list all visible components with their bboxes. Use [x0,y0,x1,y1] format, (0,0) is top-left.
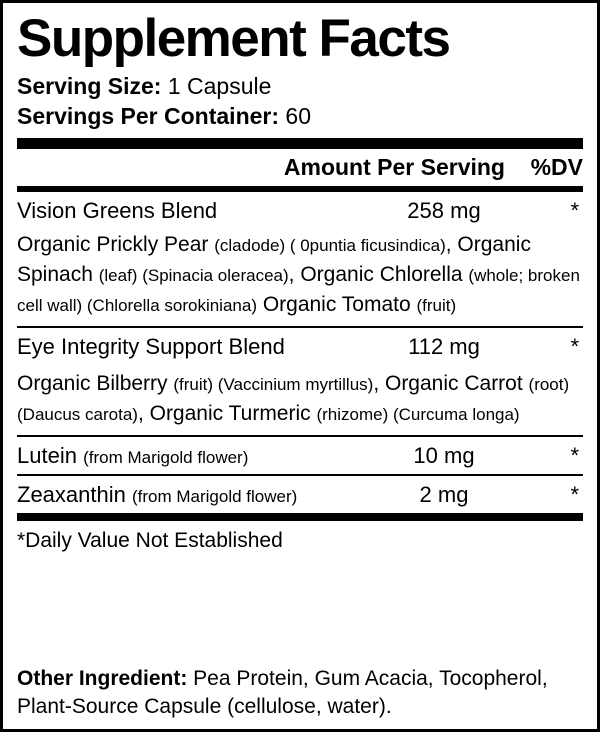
ingredient-name: Organic Prickly Pear [17,233,215,257]
nutrient-name: Zeaxanthin (from Marigold flower) [17,482,298,508]
table-row [17,328,583,365]
ingredient-detail: (cladode) ( 0puntia ficusindica) [214,236,446,256]
ingredient-name: Organic Bilberry [17,371,174,395]
serving-size-line [17,71,583,101]
divider-bottom [17,513,583,521]
serving-size-value: 1 Capsule [167,72,272,99]
nutrient-name-sub: (from Marigold flower) [131,487,298,507]
nutrient-dv: * [570,482,579,508]
nutrient-name: Eye Integrity Support Blend [17,333,285,359]
nutrient-name-sub: (from Marigold flower) [83,448,249,468]
ingredient-name: Organic Tomato [256,292,417,316]
ingredient-name: , Organic Chlorella [288,263,469,287]
nutrient-amount: 2 mg [419,482,469,508]
daily-value-footnote: *Daily Value Not Established [17,529,283,553]
table-header [17,149,583,186]
ingredient-name: , Organic Turmeric [137,401,317,425]
nutrient-amount: 112 mg [408,333,480,359]
ingredient-detail: (leaf) (Spinacia oleracea) [98,266,289,286]
servings-per-container-value: 60 [285,103,312,129]
ingredient-detail: (root) (Daucus carota) [17,374,570,424]
ingredient-detail: (fruit) (Vaccinium myrtillus) [173,374,374,394]
divider-thick-top [17,138,583,149]
other-ingredients [17,665,583,721]
ingredient-detail: (fruit) [416,295,457,315]
servings-per-container-line [17,101,583,131]
ingredient-name: , Organic Spinach [17,233,531,287]
nutrient-amount: 258 mg [407,198,481,224]
column-header-dv: %DV [530,154,583,181]
servings-per-container-label: Servings Per Container: [17,103,280,129]
page-title: Supplement Facts [17,9,450,68]
other-ingredients-value: Pea Protein, Gum Acacia, Tocopherol, Plant-Source Capsule (cellulose, water). [17,667,548,719]
ingredient-name: , Organic Carrot [373,371,529,395]
ingredient-detail: (whole; broken cell wall) (Chlorella sorokiniana) [17,266,580,315]
nutrient-amount: 10 mg [413,443,475,469]
nutrient-dv: * [570,198,579,224]
nutrient-name: Vision Greens Blend [17,198,218,224]
other-ingredients-label: Other Ingredient: [17,667,188,691]
table-row [17,476,583,513]
serving-size-label: Serving Size: [17,72,162,99]
column-header-amount: Amount Per Serving [283,154,505,181]
ingredient-detail: (rhizome) (Curcuma longa) [316,404,520,424]
table-row [17,437,583,474]
nutrient-description [17,229,583,325]
nutrient-dv: * [570,333,579,359]
table-row [17,192,583,229]
nutrient-description [17,365,583,436]
nutrient-name: Lutein (from Marigold flower) [17,443,249,469]
nutrient-dv: * [570,443,579,469]
